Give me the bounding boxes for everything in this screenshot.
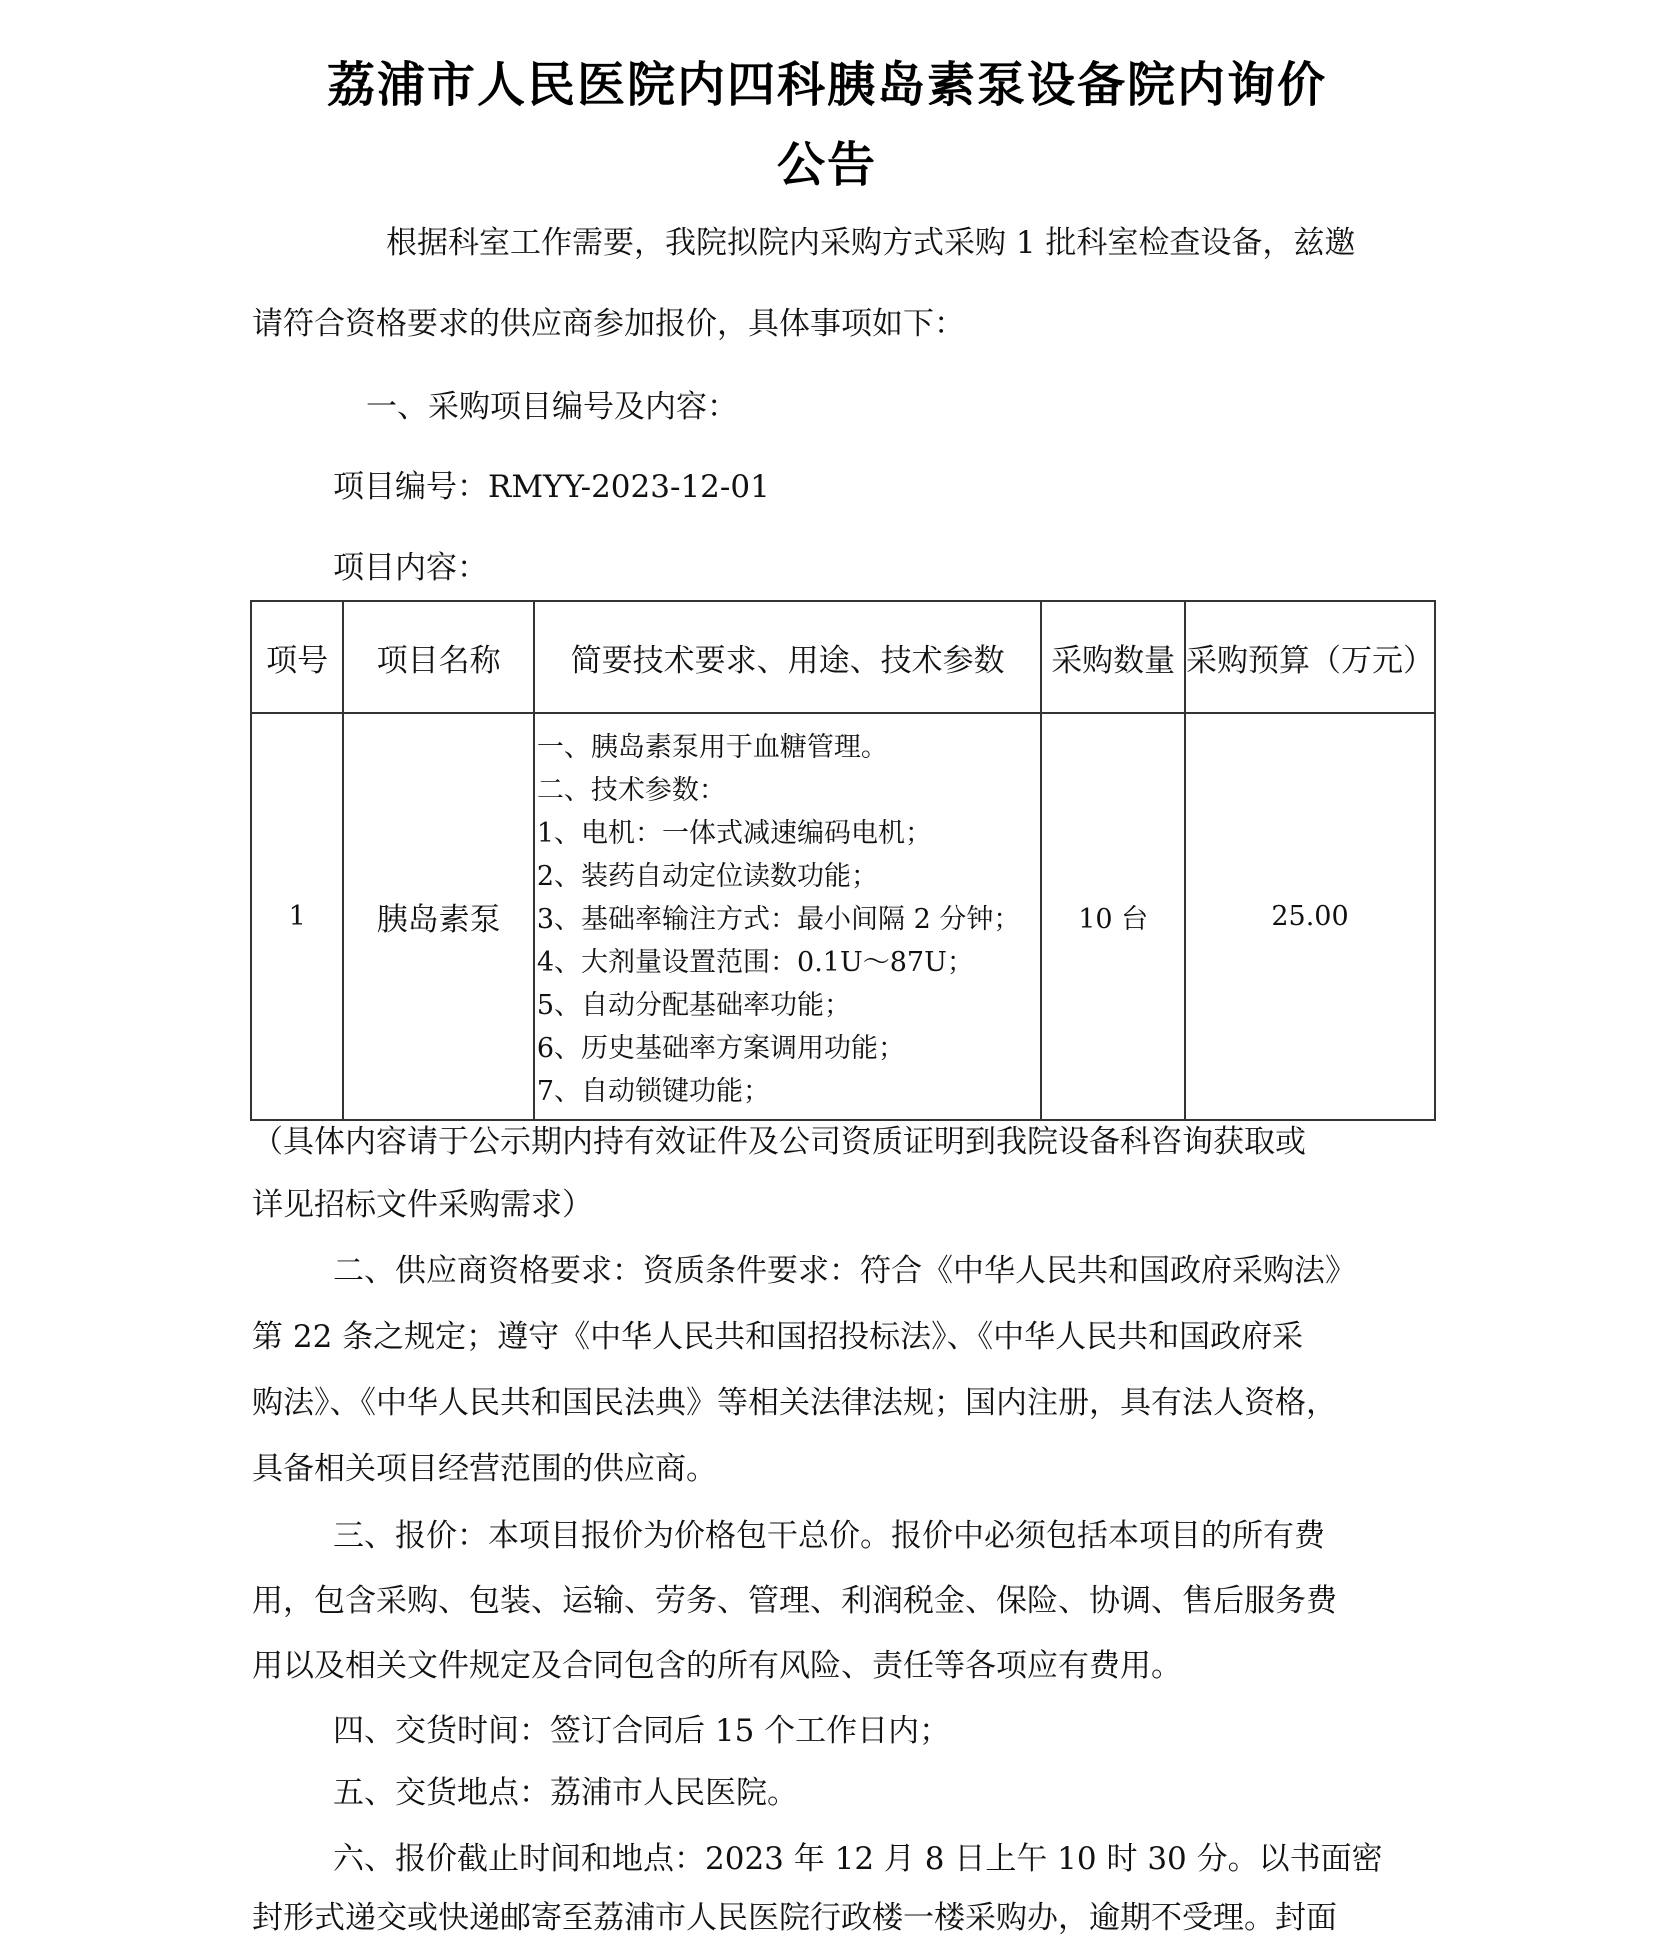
header-budget: 采购预算（万元）: [1185, 601, 1435, 713]
project-content-label: 项目内容：: [333, 550, 488, 586]
table-header-row: [251, 601, 1435, 713]
header-name: 项目名称: [343, 601, 534, 713]
header-requirements: 简要技术要求、用途、技术参数: [534, 601, 1042, 713]
requirement-line: 7、自动锁键功能；: [536, 1076, 771, 1107]
requirement-line: 4、大剂量设置范围：0.1U～87U；: [536, 947, 974, 978]
note-line1: （具体内容请于公示期内持有效证件及公司资质证明到我院设备科咨询获取或: [252, 1124, 1306, 1160]
requirement-line: 一、胰岛素泵用于血糖管理。: [536, 732, 888, 763]
row-requirements: [534, 713, 1042, 1120]
project-items-table: [250, 600, 1436, 1121]
document-title-line1: 荔浦市人民医院内四科胰岛素泵设备院内询价: [326, 57, 1327, 113]
table-row: [251, 713, 1435, 1120]
note-line2: 详见招标文件采购需求）: [252, 1187, 593, 1223]
requirement-line: 5、自动分配基础率功能；: [536, 990, 852, 1021]
requirement-line: 二、技术参数：: [536, 775, 726, 806]
section5-delivery-location: 五、交货地点：荔浦市人民医院。: [333, 1775, 798, 1811]
section2-line3: 购法》、《中华人民共和国民法典》等相关法律法规；国内注册，具有法人资格，: [252, 1385, 1337, 1421]
row-budget: 25.00: [1185, 713, 1435, 1120]
section1-heading: 一、采购项目编号及内容：: [366, 389, 738, 425]
section2-line4: 具备相关项目经营范围的供应商。: [252, 1451, 717, 1487]
section6-line2: 封形式递交或快递邮寄至荔浦市人民医院行政楼一楼采购办，逾期不受理。封面: [252, 1900, 1337, 1936]
section2-line1: 二、供应商资格要求：资质条件要求：符合《中华人民共和国政府采购法》: [333, 1253, 1356, 1289]
document-title-line2: 公告: [776, 137, 877, 193]
section3-line3: 用以及相关文件规定及合同包含的所有风险、责任等各项应有费用。: [252, 1648, 1182, 1684]
intro-line1: 根据科室工作需要，我院拟院内采购方式采购 1 批科室检查设备，兹邀: [386, 225, 1356, 261]
intro-line2: 请符合资格要求的供应商参加报价，具体事项如下：: [252, 306, 965, 342]
section3-line2: 用，包含采购、包装、运输、劳务、管理、利润税金、保险、协调、售后服务费: [252, 1583, 1337, 1619]
requirement-line: 2、装药自动定位读数功能；: [536, 861, 879, 892]
section3-line1: 三、报价：本项目报价为价格包干总价。报价中必须包括本项目的所有费: [333, 1518, 1325, 1554]
project-number: 项目编号：RMYY-2023-12-01: [333, 469, 770, 505]
requirement-line: 1、电机：一体式减速编码电机；: [536, 818, 933, 849]
row-name: 胰岛素泵: [343, 713, 534, 1120]
header-index: 项号: [251, 601, 343, 713]
section4-delivery-time: 四、交货时间：签订合同后 15 个工作日内；: [333, 1713, 951, 1749]
requirement-line: 3、基础率输注方式：最小间隔 2 分钟；: [536, 904, 1021, 935]
requirement-line: 6、历史基础率方案调用功能；: [536, 1033, 906, 1064]
header-quantity: 采购数量: [1041, 601, 1185, 713]
row-index: 1: [251, 713, 343, 1120]
row-quantity: 10 台: [1041, 713, 1185, 1120]
section2-line2: 第 22 条之规定；遵守《中华人民共和国招投标法》、《中华人民共和国政府采: [252, 1319, 1304, 1355]
section6-line1: 六、报价截止时间和地点：2023 年 12 月 8 日上午 10 时 30 分。以书面密: [333, 1841, 1383, 1877]
